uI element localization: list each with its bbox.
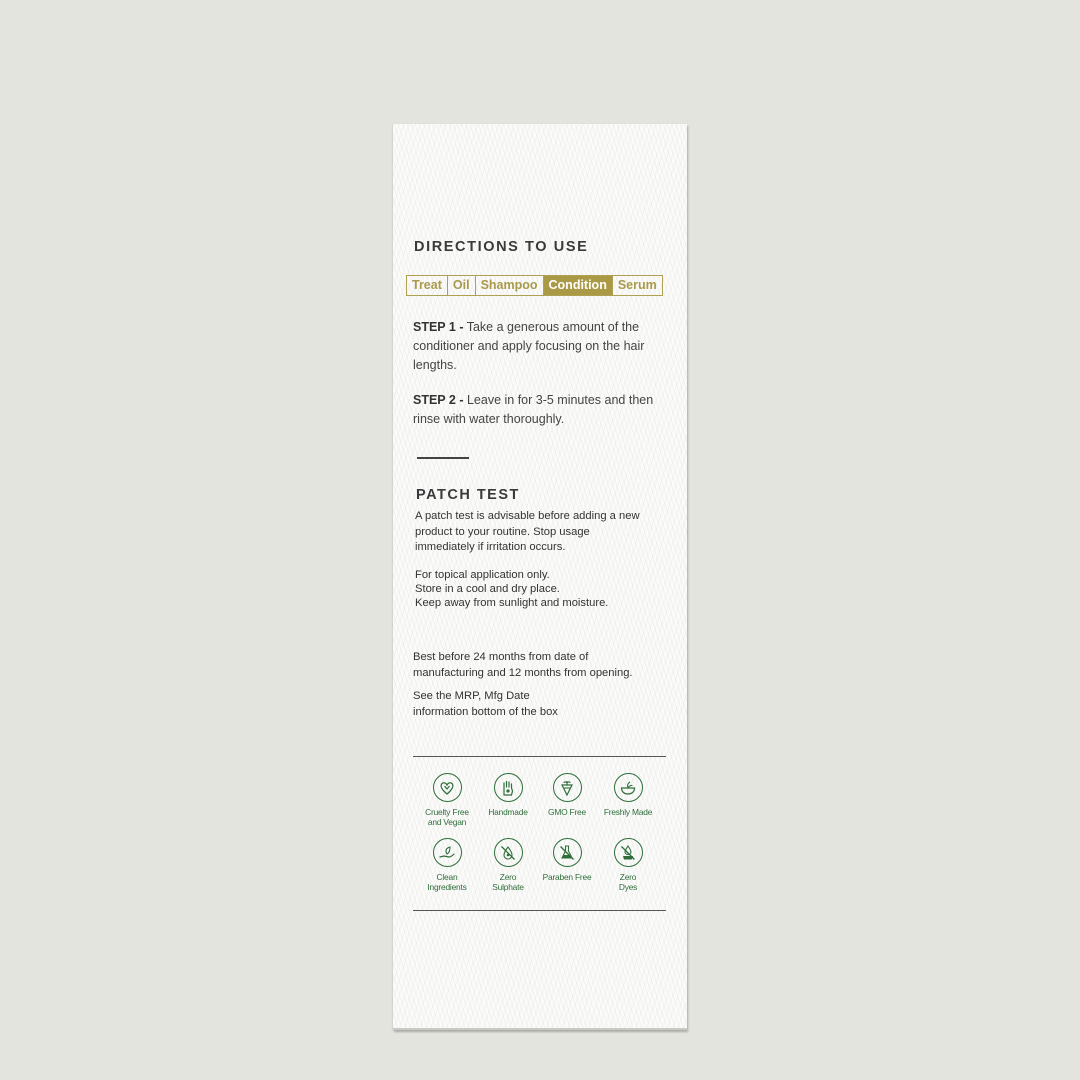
product-box-panel: [393, 124, 687, 1030]
badge-paraben-free-label: Paraben Free: [542, 872, 592, 882]
badges-bottom-rule: [413, 910, 666, 911]
tab-serum: Serum: [617, 278, 657, 292]
directions-title: DIRECTIONS TO USE: [414, 239, 589, 255]
bowl-icon: [614, 773, 643, 802]
usage-line-2: Store in a cool and dry place.: [415, 583, 560, 595]
step-1-text: Take a generous amount of the conditioner and apply focusing on the hair lengths.: [413, 320, 645, 372]
seed-icon: [553, 773, 582, 802]
badge-zero-sulphate: [476, 838, 540, 892]
badge-handmade-label: Handmade: [488, 807, 528, 817]
step-1-label: STEP 1 -: [413, 320, 464, 334]
badge-cruelty-free: [415, 773, 479, 827]
mrp-info: [413, 689, 658, 720]
no-flask-icon: [553, 838, 582, 867]
badge-freshly-made-label: Freshly Made: [603, 807, 653, 817]
tab-shampoo: Shampoo: [476, 276, 544, 295]
mrp-line-1: See the MRP, Mfg Date: [413, 690, 530, 702]
usage-notes: [415, 568, 655, 610]
step-2-text: Leave in for 3-5 minutes and then rinse with water thoroughly.: [413, 393, 654, 426]
best-before-text: Best before 24 months from date of manufacturing and 12 months from opening.: [413, 651, 633, 679]
badge-zero-sulphate-label: Zero Sulphate: [492, 872, 524, 892]
step-2-label: STEP 2 -: [413, 393, 464, 407]
hand-leaf-icon: [433, 838, 462, 867]
tab-treat: Treat: [407, 276, 448, 295]
tab-condition: Condition: [544, 276, 613, 295]
mrp-line-2: information bottom of the box: [413, 705, 558, 718]
patch-test-title: PATCH TEST: [416, 487, 520, 503]
tab-oil: Oil: [448, 276, 476, 295]
badge-zero-dyes-label: Zero Dyes: [618, 872, 638, 892]
no-dye-icon: [614, 838, 643, 867]
hand-heart-icon: [494, 773, 523, 802]
badge-handmade: [476, 773, 540, 818]
product-tabs: [406, 275, 663, 296]
step-1: [413, 318, 669, 375]
usage-line-1: For topical application only.: [415, 569, 550, 581]
badge-gmo-free-label: GMO Free: [548, 807, 586, 817]
heart-leaf-icon: [433, 773, 462, 802]
section-divider: [417, 457, 469, 459]
badge-clean-ingredients: [415, 838, 479, 892]
step-2: [413, 391, 669, 429]
badge-paraben-free: [535, 838, 599, 883]
patch-test-text: A patch test is advisable before adding a new product to your routine. Stop usage immediately if irritation occurs.: [415, 510, 640, 553]
badge-zero-dyes: [596, 838, 660, 892]
badge-freshly-made: [596, 773, 660, 818]
badge-gmo-free: [535, 773, 599, 818]
no-sulphate-icon: [494, 838, 523, 867]
badge-clean-ingredients-label: Clean Ingredients: [427, 872, 467, 892]
badges-top-rule: [413, 756, 666, 757]
usage-line-3: Keep away from sunlight and moisture.: [415, 597, 609, 609]
badge-cruelty-free-label: Cruelty Free and Vegan: [425, 807, 469, 827]
